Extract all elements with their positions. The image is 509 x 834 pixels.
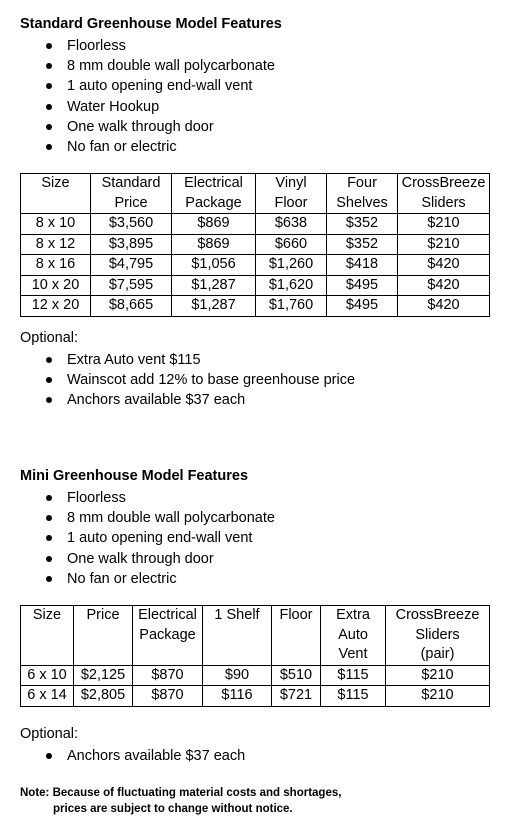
table-row [21, 296, 490, 317]
table-cell: 10 x 20 [21, 275, 91, 296]
column-header-line: Extra [336, 607, 370, 623]
note-line-2: prices are subject to change without notice. [53, 803, 293, 815]
standard-price-table [20, 173, 490, 317]
table-cell: $660 [256, 234, 327, 255]
column-header [133, 606, 203, 666]
column-header-line: 1 Shelf [214, 607, 260, 623]
feature-item: Floorless [20, 488, 275, 508]
feature-item: One walk through door [20, 117, 275, 137]
column-header-line: Price [86, 607, 120, 623]
column-header-line: Size [41, 175, 70, 191]
table-cell: $869 [172, 234, 256, 255]
column-header [321, 606, 386, 666]
table-row [21, 214, 490, 235]
table-cell: $3,560 [91, 214, 172, 235]
table-cell: 6 x 10 [21, 665, 74, 686]
column-header [74, 606, 133, 666]
table-cell: 6 x 14 [21, 686, 74, 707]
feature-item: 8 mm double wall polycarbonate [20, 508, 275, 528]
column-header-line: Four [347, 175, 377, 191]
table-row [21, 686, 490, 707]
standard-optional-label: Optional: [20, 330, 79, 346]
table-cell: $869 [172, 214, 256, 235]
table-cell: $420 [398, 296, 490, 317]
table-cell: $2,125 [74, 665, 133, 686]
table-cell: $2,805 [74, 686, 133, 707]
feature-item: 1 auto opening end-wall vent [20, 76, 275, 96]
column-header [203, 606, 272, 666]
table-cell: $1,287 [172, 275, 256, 296]
table-cell: $418 [327, 255, 398, 276]
table-cell: 8 x 16 [21, 255, 91, 276]
column-header [91, 174, 172, 214]
table-cell: $210 [398, 214, 490, 235]
column-header-line: Shelves [336, 194, 388, 211]
table-cell: $210 [386, 686, 490, 707]
feature-item: No fan or electric [20, 569, 275, 589]
table-cell: 8 x 10 [21, 214, 91, 235]
note-line-1: Note: Because of fluctuating material costs and shortages, [20, 787, 342, 799]
column-header-line: Sliders [421, 194, 466, 211]
table-cell: 8 x 12 [21, 234, 91, 255]
optional-item: Extra Auto vent $115 [20, 350, 355, 370]
standard-feature-list [20, 36, 275, 157]
column-header-line: CrossBreeze [401, 175, 486, 191]
table-cell: $638 [256, 214, 327, 235]
mini-optional-label: Optional: [20, 726, 79, 742]
column-header [172, 174, 256, 214]
column-header-line: Electrical [184, 175, 243, 191]
table-cell: $352 [327, 214, 398, 235]
table-cell: $721 [272, 686, 321, 707]
column-header [256, 174, 327, 214]
column-header [272, 606, 321, 666]
column-header-line: CrossBreeze [395, 607, 480, 623]
table-cell: $115 [321, 665, 386, 686]
column-header [327, 174, 398, 214]
table-cell: 12 x 20 [21, 296, 91, 317]
table-cell: $116 [203, 686, 272, 707]
column-header-line: Package [185, 194, 242, 211]
column-header-line: Electrical [138, 607, 197, 623]
column-header-line: Vent [338, 646, 368, 662]
column-header [386, 606, 490, 666]
table-cell: $420 [398, 275, 490, 296]
mini-title: Mini Greenhouse Model Features [20, 468, 249, 484]
table-header-row [21, 174, 490, 214]
table-cell: $3,895 [91, 234, 172, 255]
optional-item: Wainscot add 12% to base greenhouse price [20, 370, 355, 390]
table-cell: $510 [272, 665, 321, 686]
standard-title: Standard Greenhouse Model Features [20, 16, 282, 32]
standard-optional-list [20, 350, 355, 411]
table-cell: $870 [133, 665, 203, 686]
table-row [21, 234, 490, 255]
optional-item: Anchors available $37 each [20, 746, 245, 766]
column-header-line: Vinyl [275, 175, 307, 191]
table-cell: $8,665 [91, 296, 172, 317]
table-cell: $352 [327, 234, 398, 255]
table-cell: $115 [321, 686, 386, 707]
column-header [398, 174, 490, 214]
table-cell: $90 [203, 665, 272, 686]
table-cell: $1,287 [172, 296, 256, 317]
table-row [21, 255, 490, 276]
mini-price-table [20, 605, 490, 707]
table-row [21, 665, 490, 686]
column-header-line: Floor [279, 607, 313, 623]
feature-item: No fan or electric [20, 137, 275, 157]
table-cell: $870 [133, 686, 203, 707]
column-header-line: (pair) [420, 646, 455, 662]
column-header-line: Sliders [415, 626, 460, 643]
mini-feature-list [20, 488, 275, 589]
table-header-row [21, 606, 490, 666]
column-header [21, 174, 91, 214]
feature-item: Water Hookup [20, 97, 275, 117]
table-cell: $495 [327, 275, 398, 296]
table-cell: $495 [327, 296, 398, 317]
table-cell: $4,795 [91, 255, 172, 276]
table-cell: $210 [398, 234, 490, 255]
column-header [21, 606, 74, 666]
table-cell: $420 [398, 255, 490, 276]
column-header-line: Standard [101, 175, 161, 191]
column-header-line: Package [139, 626, 196, 643]
feature-item: Floorless [20, 36, 275, 56]
table-cell: $1,760 [256, 296, 327, 317]
feature-item: One walk through door [20, 549, 275, 569]
column-header-line: Auto [338, 626, 368, 643]
table-cell: $1,056 [172, 255, 256, 276]
table-cell: $1,620 [256, 275, 327, 296]
feature-item: 1 auto opening end-wall vent [20, 528, 275, 548]
column-header-line: Floor [274, 194, 308, 211]
optional-item: Anchors available $37 each [20, 390, 355, 410]
table-cell: $1,260 [256, 255, 327, 276]
table-cell: $210 [386, 665, 490, 686]
mini-optional-list [20, 746, 245, 766]
column-header-line: Size [32, 607, 62, 623]
table-row [21, 275, 490, 296]
table-cell: $7,595 [91, 275, 172, 296]
column-header-line: Price [114, 194, 148, 211]
feature-item: 8 mm double wall polycarbonate [20, 56, 275, 76]
